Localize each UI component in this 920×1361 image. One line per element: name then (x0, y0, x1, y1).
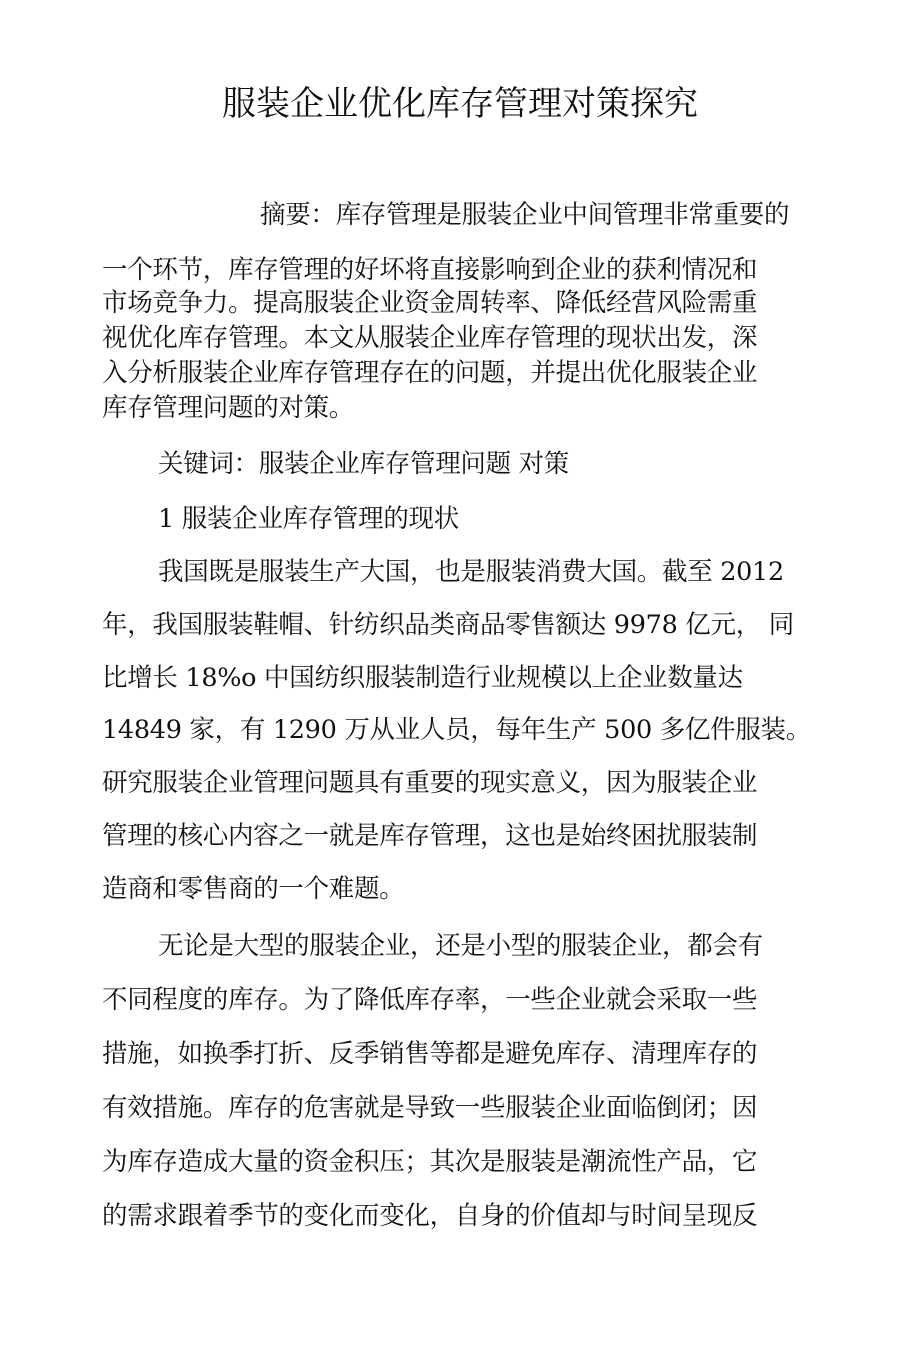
section-heading: 1 服装企业库存管理的现状 (158, 504, 459, 534)
document-title: 服装企业优化库存管理对策探究 (222, 84, 698, 124)
paragraph-line: 研究服装企业管理问题具有重要的现实意义，因为服装企业 (102, 768, 758, 798)
paragraph-line: 的需求跟着季节的变化而变化，自身的价值却与时间呈现反 (102, 1201, 758, 1231)
paragraph-line: 年，我国服装鞋帽、针纺织品类商品零售额达 9978 亿元， 同 (102, 610, 794, 640)
paragraph-line: 管理的核心内容之一就是库存管理，这也是始终困扰服装制 (102, 821, 758, 851)
paragraph-line: 我国既是服装生产大国，也是服装消费大国。截至 2012 (158, 557, 784, 587)
paragraph-line: 不同程度的库存。为了降低库存率，一些企业就会采取一些 (102, 985, 758, 1015)
abstract-line: 市场竞争力。提高服装企业资金周转率、降低经营风险需重 (102, 288, 758, 318)
paragraph-line: 14849 家，有 1290 万从业人员，每年生产 500 多亿件服装。 (102, 715, 811, 745)
paragraph-line: 为库存造成大量的资金积压；其次是服装是潮流性产品，它 (102, 1147, 758, 1177)
abstract-line: 入分析服装企业库存管理存在的问题，并提出优化服装企业 (102, 358, 758, 388)
paragraph-line: 造商和零售商的一个难题。 (102, 874, 405, 904)
abstract-line: 视优化库存管理。本文从服装企业库存管理的现状出发，深 (102, 323, 758, 353)
keywords-line: 关键词：服装企业库存管理问题 对策 (158, 449, 570, 479)
paragraph-line: 措施，如换季打折、反季销售等都是避免库存、清理库存的 (102, 1039, 758, 1069)
abstract-line: 一个环节，库存管理的好坏将直接影响到企业的获利情况和 (102, 255, 758, 285)
paragraph-line: 有效措施。库存的危害就是导致一些服装企业面临倒闭；因 (102, 1093, 758, 1123)
paragraph-line: 无论是大型的服装企业，还是小型的服装企业，都会有 (158, 931, 763, 961)
abstract-line: 库存管理问题的对策。 (102, 393, 355, 423)
paragraph-line: 比增长 18%o 中国纺织服装制造行业规模以上企业数量达 (102, 663, 743, 693)
abstract-line: 摘要：库存管理是服装企业中间管理非常重要的 (260, 200, 790, 230)
